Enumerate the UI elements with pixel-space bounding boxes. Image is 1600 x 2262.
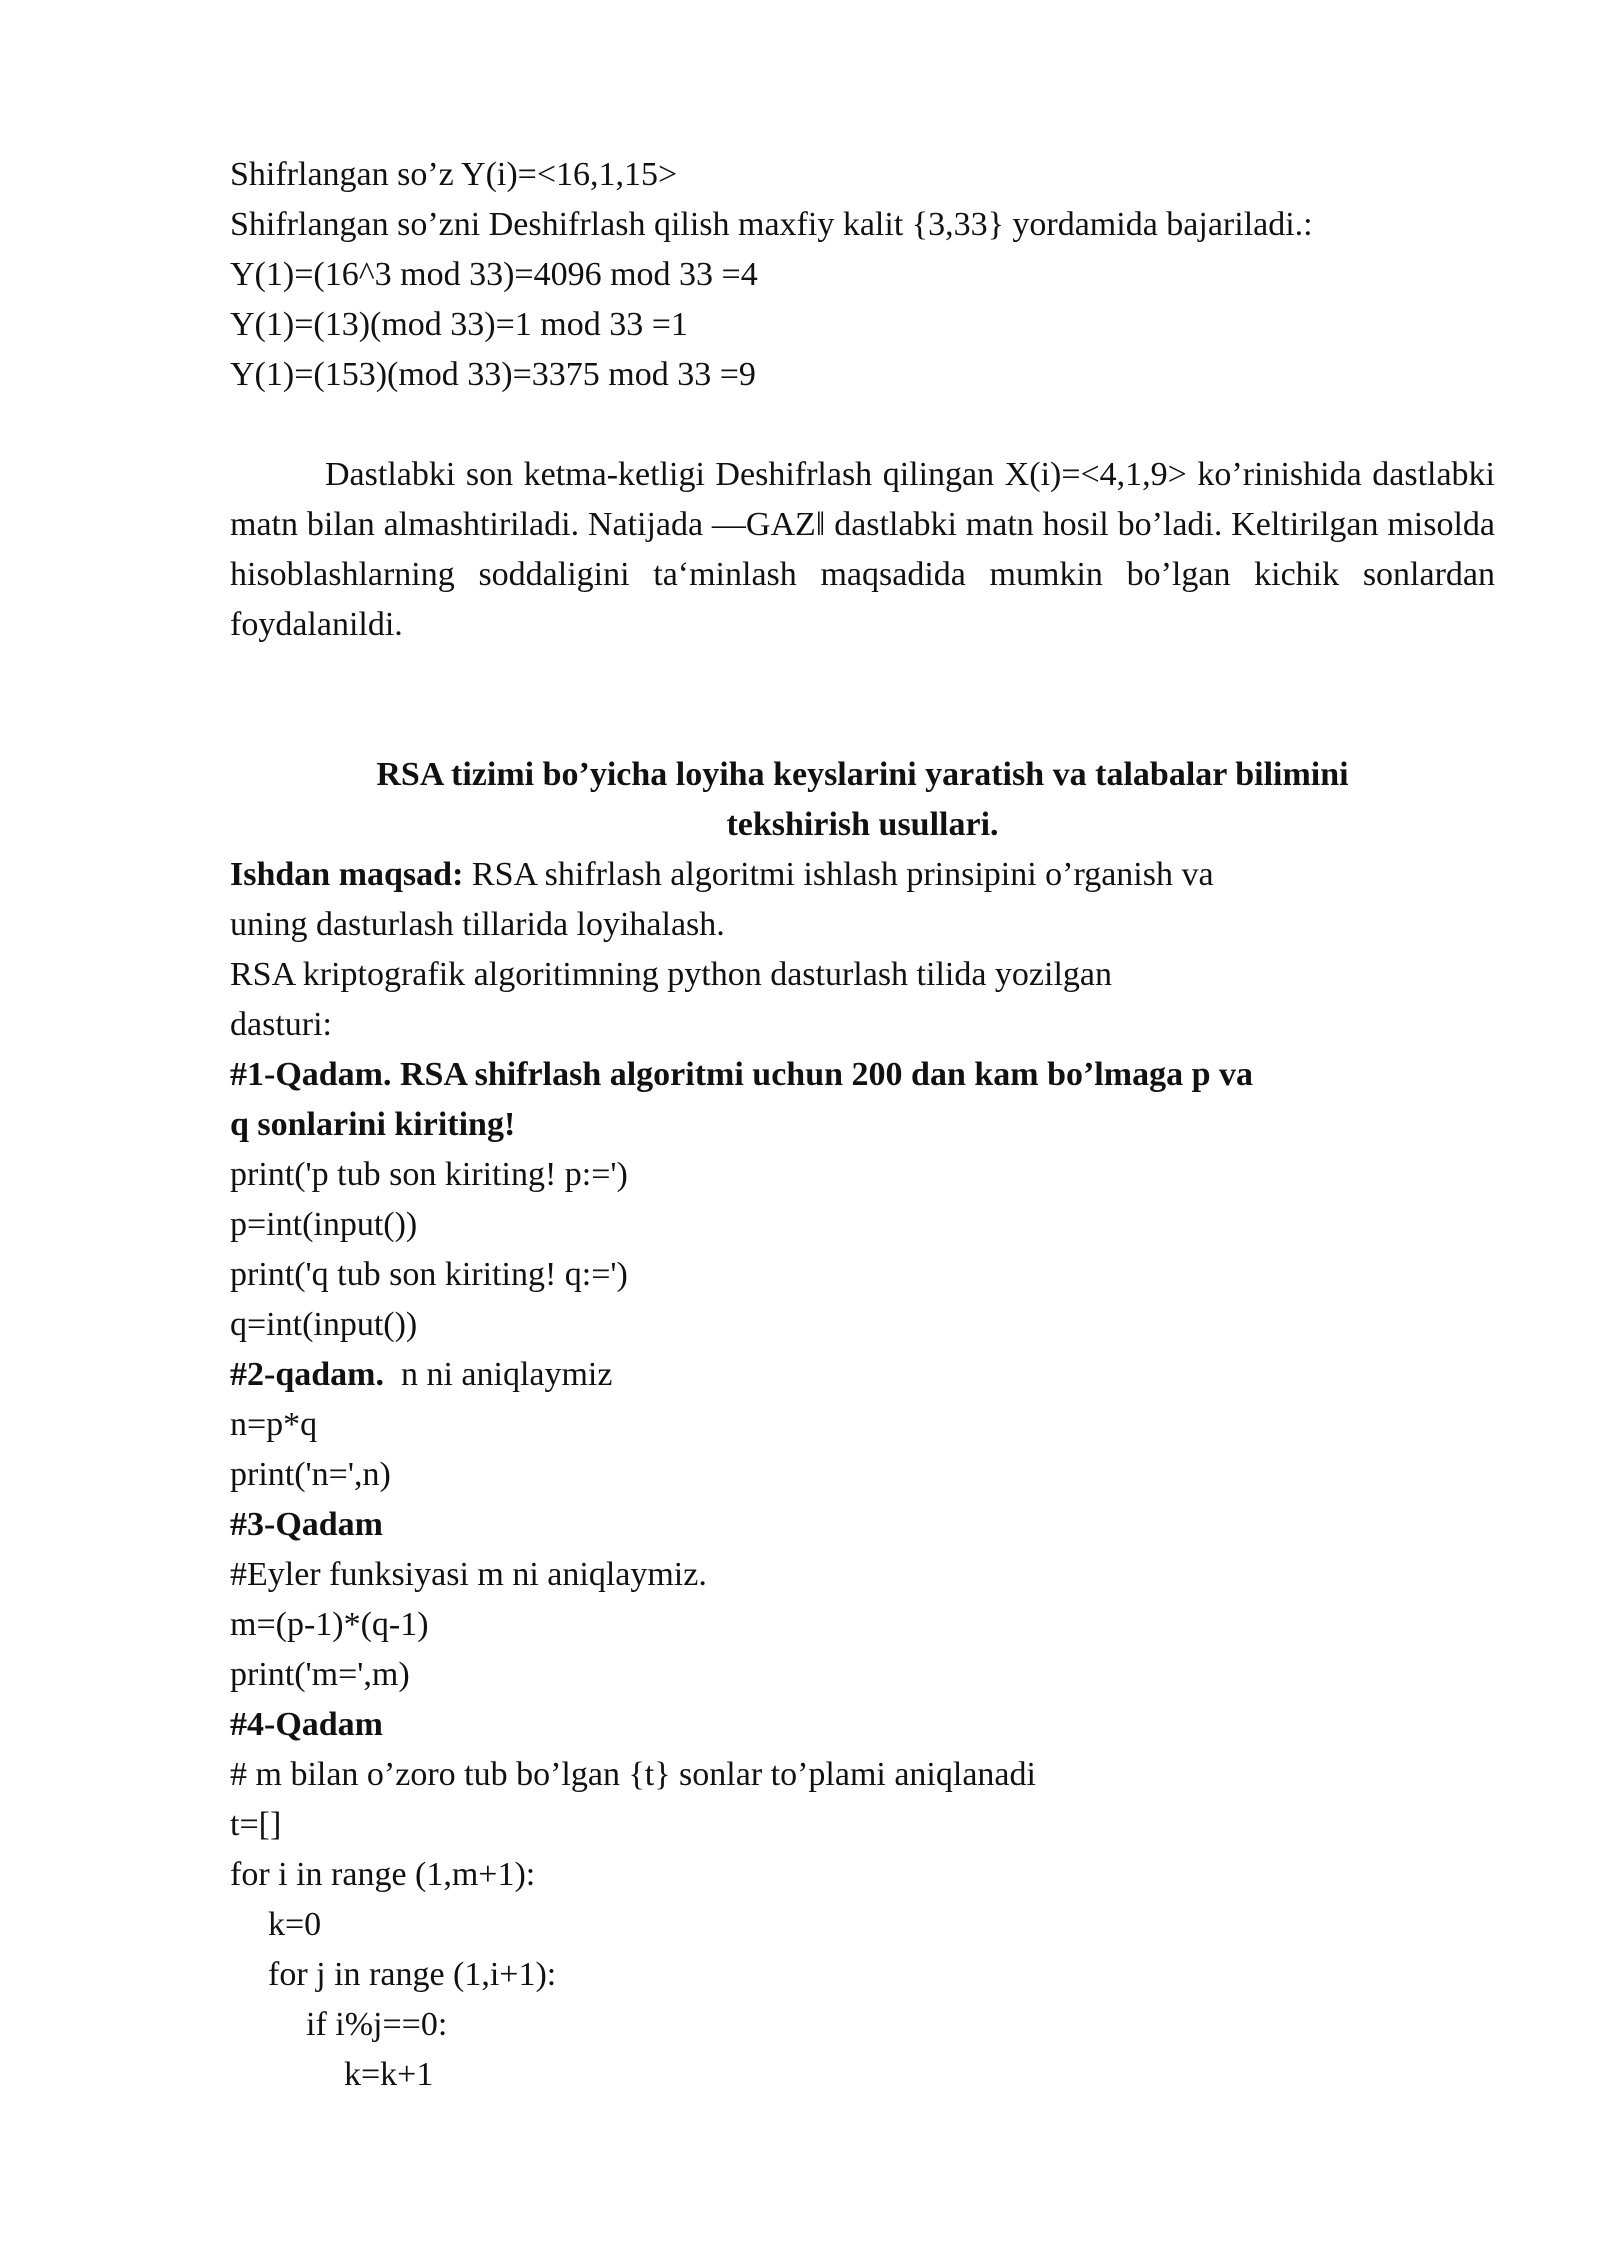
code-line: for j in range (1,i+1): (268, 1956, 557, 1993)
step3-comment: #Eyler funksiyasi m ni aniqlaymiz. (230, 1556, 707, 1593)
step2-text: n ni aniqlaymiz (383, 1356, 613, 1393)
goal-line (230, 850, 1500, 900)
code-line: print('q tub son kiriting! q:=') (230, 1256, 628, 1293)
code-line: k=0 (268, 1906, 322, 1943)
section-heading-line-2: tekshirish usullari. (726, 806, 999, 843)
code-line: if i%j==0: (306, 2006, 448, 2043)
goal-text: RSA shifrlash algoritmi ishlash prinsipini o’rganish va (463, 856, 1214, 893)
code-line: print('n=',n) (230, 1456, 391, 1493)
code-line: print('m=',m) (230, 1656, 410, 1693)
code-line: for i in range (1,m+1): (230, 1856, 536, 1893)
section-heading (230, 750, 1495, 850)
code-line: k=k+1 (344, 2056, 434, 2093)
code-line: p=int(input()) (230, 1206, 418, 1243)
code-line: n=p*q (230, 1406, 318, 1443)
step3-label: #3-Qadam (230, 1506, 383, 1543)
step2-label: #2-qadam. (230, 1356, 384, 1393)
calc-line-3: Y(1)=(153)(mod 33)=3375 mod 33 =9 (230, 356, 756, 393)
spacer (230, 400, 1500, 450)
step1-heading-line-1: #1-Qadam. RSA shifrlash algoritmi uchun 200 dan kam bo’lmaga p va (230, 1056, 1253, 1093)
decrypt-key-line: Shifrlangan so’zni Deshifrlash qilish maxfiy kalit {3,33} yordamida bajariladi.: (230, 206, 1313, 243)
code-line: q=int(input()) (230, 1306, 418, 1343)
calc-line-1: Y(1)=(16^3 mod 33)=4096 mod 33 =4 (230, 256, 758, 293)
program-intro-line-1: RSA kriptografik algoritimning python dasturlash tilida yozilgan (230, 956, 1113, 993)
step4-label: #4-Qadam (230, 1706, 383, 1743)
step2-line (230, 1350, 1500, 1400)
step1-heading-line-2: q sonlarini kiriting! (230, 1106, 516, 1143)
code-line: m=(p-1)*(q-1) (230, 1606, 429, 1643)
program-intro-line-2: dasturi: (230, 1006, 332, 1043)
step4-comment: # m bilan o’zoro tub bo’lgan {t} sonlar to’plami aniqlanadi (230, 1756, 1036, 1793)
goal-label: Ishdan maqsad: (230, 856, 464, 893)
code-line: print('p tub son kiriting! p:=') (230, 1156, 628, 1193)
goal-line-2: uning dasturlash tillarida loyihalash. (230, 906, 725, 943)
result-paragraph: Dastlabki son ketma-ketligi Deshifrlash qilingan X(i)=<4,1,9> ko’rinishida dastlabki matn bilan almashtiriladi. Natijada ―GAZ‖ dastlabki matn hosil bo’ladi. Keltirilgan misolda hisoblashlarning soddaligini ta‘minlash maqsadida mumkin bo’lgan kichik sonlardan foydalanildi. (230, 456, 1495, 643)
cipher-word-line: Shifrlangan so’z Y(i)=<16,1,15> (230, 156, 678, 193)
section-heading-line-1: RSA tizimi bo’yicha loyiha keyslarini yaratish va talabalar bilimini (376, 756, 1349, 793)
spacer (230, 650, 1500, 750)
calc-line-2: Y(1)=(13)(mod 33)=1 mod 33 =1 (230, 306, 688, 343)
code-line: t=[] (230, 1806, 282, 1843)
